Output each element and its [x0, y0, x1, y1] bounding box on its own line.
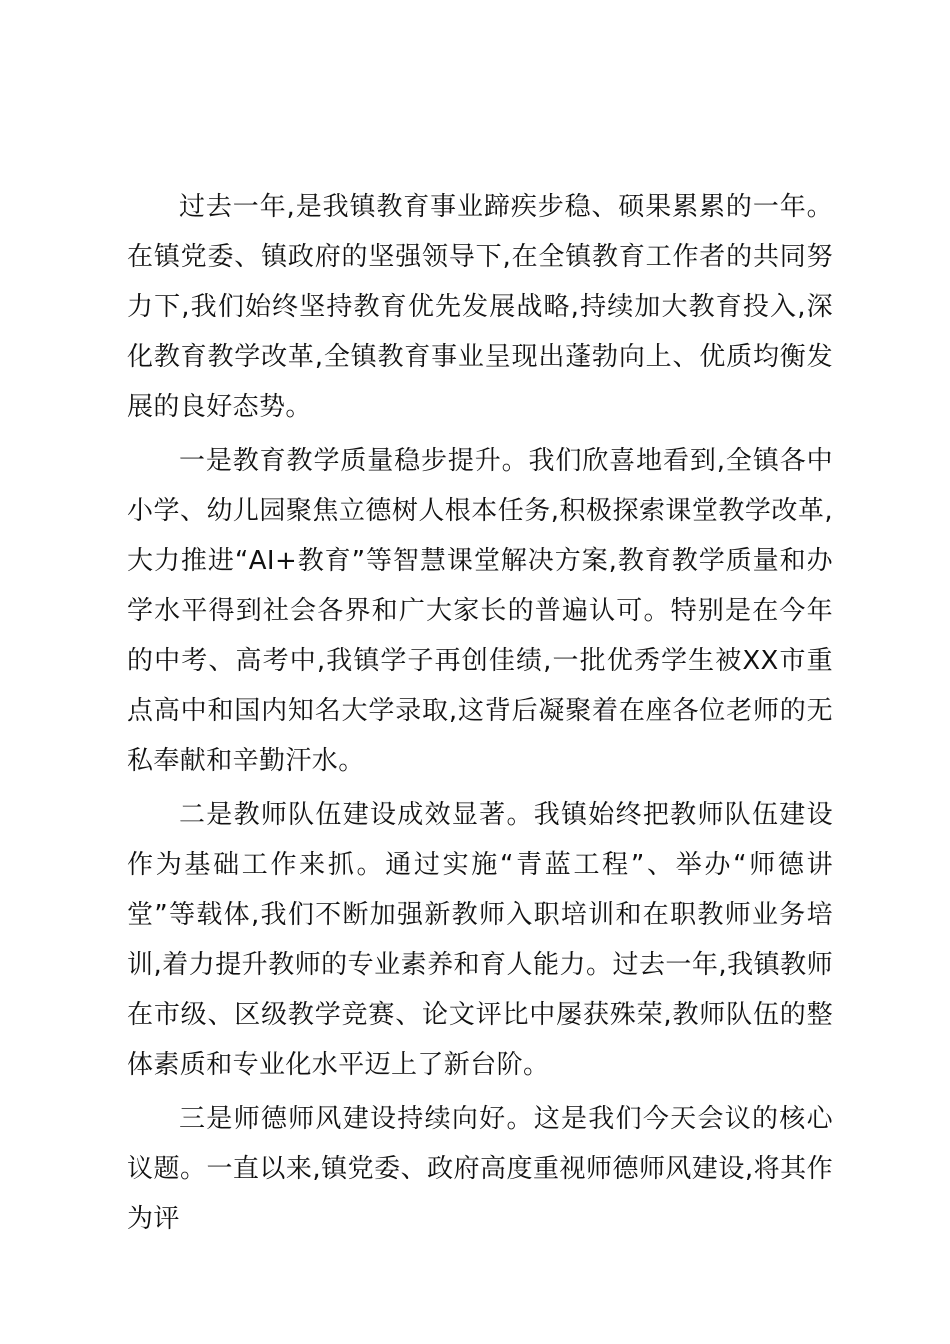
- document-body: [127, 182, 833, 1248]
- paragraph-intro: 过去一年,是我镇教育事业蹄疾步稳、硕果累累的一年。在镇党委、镇政府的坚强领导下,在全镇教育工作者的共同努力下,我们始终坚持教育优先发展战略,持续加大教育投入,深化教育教学改革,全镇教育事业呈现出蓬勃向上、优质均衡发展的良好态势。: [127, 192, 833, 422]
- paragraph-teacher-ethics: 三是师德师风建设持续向好。这是我们今天会议的核心议题。一直以来,镇党委、政府高度重视师德师风建设,将其作为评: [127, 1104, 833, 1234]
- paragraph-teaching-quality: 一是教育教学质量稳步提升。我们欣喜地看到,全镇各中小学、幼儿园聚焦立德树人根本任务,积极探索课堂教学改革,大力推进“AI+教育”等智慧课堂解决方案,教育教学质量和办学水平得到社会各界和广大家长的普遍认可。特别是在今年的中考、高考中,我镇学子再创佳绩,一批优秀学生被XX市重点高中和国内知名大学录取,这背后凝聚着在座各位老师的无私奉献和辛勤汗水。: [127, 446, 833, 776]
- paragraph-teacher-team: 二是教师队伍建设成效显著。我镇始终把教师队伍建设作为基础工作来抓。通过实施“青蓝工程”、举办“师德讲堂”等载体,我们不断加强新教师入职培训和在职教师业务培训,着力提升教师的专业素养和育人能力。过去一年,我镇教师在市级、区级教学竞赛、论文评比中屡获殊荣,教师队伍的整体素质和专业化水平迈上了新台阶。: [127, 800, 833, 1080]
